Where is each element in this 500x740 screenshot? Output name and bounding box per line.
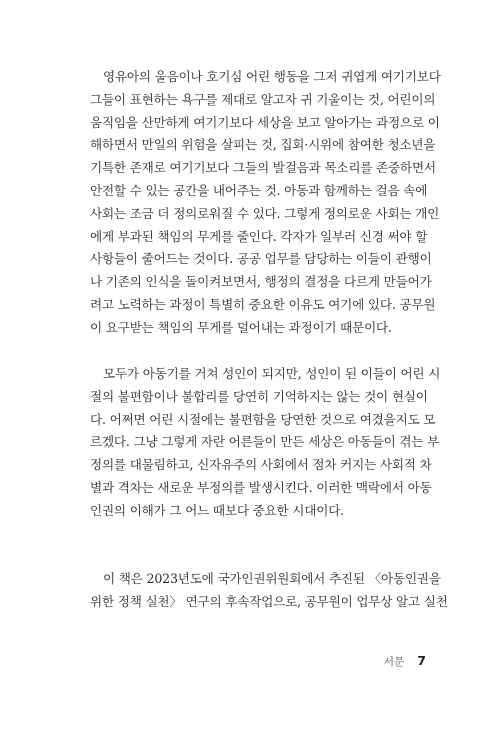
text-line: 사회는 조금 더 정의로워질 수 있다. 그렇게 정의로운 사회는 개인 (90, 205, 440, 221)
page-number: 7 (417, 653, 426, 668)
text-line: 이 책은 2023년도에 국가인권위원회에서 추진된 〈아동인권을 (103, 571, 441, 586)
text-line: 르겠다. 그냥 그렇게 자란 어른들이 만든 세상은 아동들이 겪는 부 (90, 434, 440, 450)
page-footer (384, 650, 426, 670)
text-line: 모두가 아동기를 거쳐 성인이 되지만, 성인이 된 이들이 어린 시 (103, 366, 441, 381)
paragraph-2 (90, 363, 441, 523)
text-line: 에게 부과된 책임의 무게를 줄인다. 각자가 일부러 신경 써야 할 (90, 228, 428, 244)
text-line: 영유아의 울음이나 호기심 어린 행동을 그저 귀엽게 여기기보다 (103, 69, 441, 84)
text-line: 이 요구받는 책임의 무게를 덜어내는 과정이기 때문이다. (90, 319, 392, 335)
text-line: 절의 불편함이나 불합리를 당연히 기억하지는 않는 것이 현실이 (90, 388, 428, 404)
paragraph-3 (90, 568, 448, 614)
text-line: 해하면서 만일의 위험을 살피는 것, 집회·시위에 참여한 청소년을 (90, 137, 436, 153)
text-line: 기특한 존재로 여기기보다 그들의 발걸음과 목소리를 존중하면서 (90, 160, 436, 176)
running-footer-title: 서문 (383, 656, 405, 668)
text-line: 사항들이 줄어드는 것이다. 공공 업무를 담당하는 이들이 관행이 (90, 251, 432, 267)
text-line: 움직임을 산만하게 여기기보다 세상을 보고 알아가는 과정으로 이 (90, 114, 440, 130)
text-line: 나 기존의 인식을 돌이켜보면서, 행정의 결정을 다르게 만들어가 (90, 274, 432, 290)
text-line: 인권의 이해가 그 어느 때보다 중요한 시대이다. (90, 502, 344, 518)
text-line: 위한 정책 실천〉 연구의 후속작업으로, 공무원이 업무상 알고 실천 (90, 593, 448, 609)
text-line: 그들이 표현하는 욕구를 제대로 알고자 귀 기울이는 것, 어린이의 (90, 91, 436, 107)
paragraph-1 (90, 66, 441, 340)
text-line: 별과 격차는 새로운 부정의를 발생시킨다. 이러한 맥락에서 아동 (90, 479, 432, 495)
text-line: 안전할 수 있는 공간을 내어주는 것. 아동과 함께하는 걸음 속에 (90, 182, 428, 198)
text-line: 다. 어쩌면 어린 시절에는 불편함을 당연한 것으로 여겼을지도 모 (90, 411, 436, 427)
text-line: 정의를 대물림하고, 신자유주의 사회에서 점차 커지는 사회적 차 (90, 457, 432, 473)
text-line: 려고 노력하는 과정이 특별히 중요한 이유도 여기에 있다. 공무원 (90, 296, 436, 312)
